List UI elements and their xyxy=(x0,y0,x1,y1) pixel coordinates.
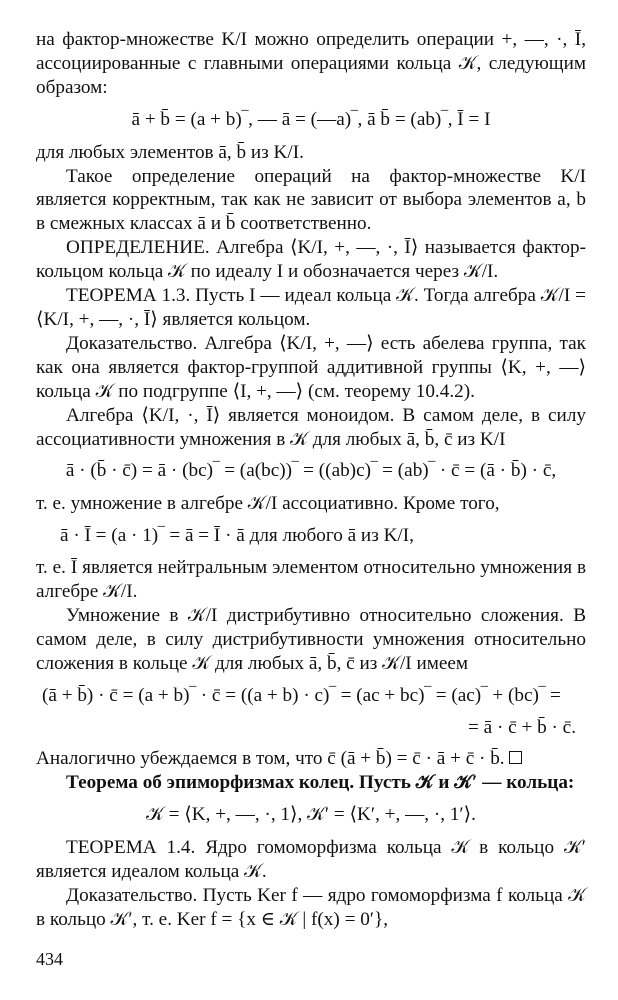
proof-paragraph-2 xyxy=(36,884,586,932)
theorem-1-4 xyxy=(36,836,586,884)
operations-formula-text: ā + b̄ = (a + b)‾, — ā = (—a)‾, ā b̄ = (ab)‾, Ī = I xyxy=(131,108,491,130)
proof-2-text: Доказательство. Пусть Ker f — ядро гомоморфизма f кольца 𝒦 в кольцо 𝒦′, т. е. Ker f = {x ∈ 𝒦 | f(x) = 0′}, xyxy=(36,885,586,930)
epimorphism-theorem-heading xyxy=(36,771,586,795)
theorem-1-3-text: ТЕОРЕМА 1.3. Пусть I — идеал кольца 𝒦. Тогда алгебра 𝒦/I = ⟨K/I, +, —, ·, Ī⟩ является кольцом. xyxy=(36,285,586,330)
associativity-conclusion xyxy=(36,492,586,516)
page-number: 434 xyxy=(36,949,63,969)
distributivity-formula-1-text: (ā + b̄) · c̄ = (a + b)‾ · c̄ = ((a + b) · c)‾ = (ac + bc)‾ = (ac)‾ + (bc)‾ = xyxy=(42,684,561,706)
proof-paragraph-1 xyxy=(36,332,586,404)
epimorphism-theorem-text: Теорема об эпиморфизмах колец. Пусть 𝒦 и 𝒦′ — кольца: xyxy=(66,772,575,794)
similarly-text: Аналогично убеждаемся в том, что c̄ (ā + b̄) = c̄ · ā + c̄ · b̄. xyxy=(36,748,505,770)
rings-formula xyxy=(36,803,586,827)
distributivity-formula-line-2 xyxy=(36,716,586,740)
monoid-text: Алгебра ⟨K/I, ·, Ī⟩ является моноидом. В самом деле, в силу ассоциативности умножения в 𝒦 для любых ā, b̄, c̄ из K/I xyxy=(36,404,586,450)
intro-text: на фактор-множестве K/I можно определить операции +, —, ·, Ī, ассоциированные с главными операциями кольца 𝒦, следующим образом: xyxy=(36,29,586,98)
neutral-element-conclusion xyxy=(36,556,586,604)
associativity-formula xyxy=(36,459,586,483)
for-any-text: для любых элементов ā, b̄ из K/I. xyxy=(36,141,304,163)
for-any-elements-line xyxy=(36,141,586,165)
correctness-text: Такое определение операций на фактор-множестве K/I является корректным, так как не зависит от выбора элементов a, b в смежных классах ā и b̄ соответственно. xyxy=(36,165,586,235)
distributivity-text: Умножение в 𝒦/I дистрибутивно относительно сложения. В самом деле, в силу дистрибутивности умножения относительно сложения в кольце 𝒦 для любых ā, b̄, c̄ из 𝒦/I имеем xyxy=(36,604,586,674)
monoid-paragraph xyxy=(36,404,586,452)
distributivity-formula-line-1 xyxy=(36,684,586,708)
qed-square-icon xyxy=(509,751,522,764)
distributivity-paragraph xyxy=(36,604,586,676)
associativity-conclusion-text: т. е. умножение в алгебре 𝒦/I ассоциативно. Кроме того, xyxy=(36,493,500,515)
neutral-conclusion-text: т. е. Ī является нейтральным элементом относительно умножения в алгебре 𝒦/I. xyxy=(36,557,586,603)
theorem-1-3 xyxy=(36,284,586,332)
correctness-paragraph xyxy=(36,165,586,237)
rings-formula-text: 𝒦 = ⟨K, +, —, ·, 1⟩, 𝒦′ = ⟨K′, +, —, ·, 1′⟩. xyxy=(146,804,476,826)
theorem-1-4-text: ТЕОРЕМА 1.4. Ядро гомоморфизма кольца 𝒦 в кольцо 𝒦′ является идеалом кольца 𝒦. xyxy=(36,837,586,883)
similarly-paragraph xyxy=(36,747,586,771)
neutral-formula-text: ā · Ī = (a · 1)‾ = ā = Ī · ā для любого ā из K/I, xyxy=(60,525,414,547)
operations-formula xyxy=(36,108,586,132)
proof-1-text: Доказательство. Алгебра ⟨K/I, +, —⟩ есть абелева группа, так как она является фактор-группой аддитивной группы ⟨K, +, —⟩ кольца 𝒦 по подгруппе ⟨I, +, —⟩ (см. теорему 10.4.2). xyxy=(36,332,586,402)
distributivity-formula-2-text: = ā · c̄ + b̄ · c̄. xyxy=(468,716,576,738)
definition-text: ОПРЕДЕЛЕНИЕ. Алгебра ⟨K/I, +, —, ·, Ī⟩ называется фактор-кольцом кольца 𝒦 по идеалу I и обозначается через 𝒦/I. xyxy=(36,237,586,283)
intro-paragraph xyxy=(36,28,586,100)
neutral-element-formula xyxy=(36,524,586,548)
associativity-formula-text: ā · (b̄ · c̄) = ā · (bc)‾ = (a(bc))‾ = ((ab)c)‾ = (ab)‾ · c̄ = (ā · b̄) · c̄, xyxy=(65,460,557,482)
definition-paragraph xyxy=(36,236,586,284)
